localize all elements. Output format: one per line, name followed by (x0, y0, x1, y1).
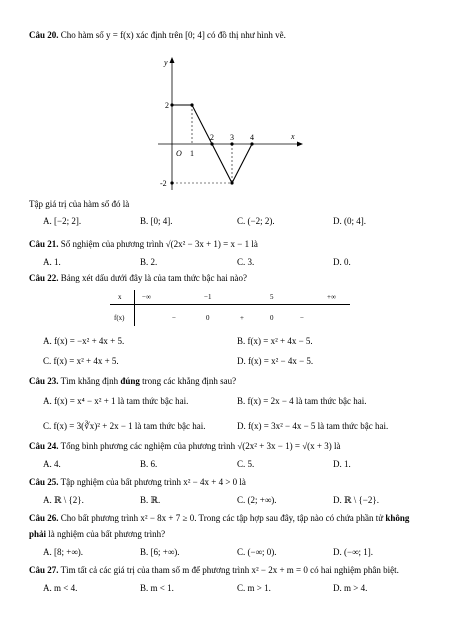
q23-option-a[interactable]: A. f(x) = x⁴ − x² + 1 là tam thức bậc hai. (43, 396, 189, 406)
table-h-line (110, 304, 350, 305)
q25-stem: Tập nghiệm của bất phương trình x² − 4x + 4 > 0 là (60, 477, 246, 487)
q26-stem-line2-bold: phải (29, 529, 47, 539)
q22-label: Câu 22. (29, 273, 59, 283)
q25-option-c[interactable]: C. (2; +∞). (237, 495, 277, 505)
q20-stem-line (29, 30, 286, 41)
table-neg-inf: −∞ (142, 293, 151, 301)
q27-option-d[interactable]: D. m > 4. (333, 583, 368, 593)
q23-option-c[interactable]: C. f(x) = 3(∛x)² + 2x − 1 là tam thức bậc hai. (43, 421, 206, 431)
q21-label: Câu 21. (29, 239, 59, 249)
table-zero-1: 0 (206, 314, 210, 322)
q23-stem-line (29, 376, 236, 387)
q22-option-b[interactable]: B. f(x) = x² + 4x − 5. (237, 336, 313, 346)
q25-option-d[interactable]: D. ℝ \ {−2}. (333, 495, 379, 505)
q27-label: Câu 27. (29, 565, 59, 575)
point-yneg2 (170, 181, 173, 184)
q26-stem-line1 (29, 513, 409, 524)
q21-option-c[interactable]: C. 3. (237, 257, 255, 267)
point-0-2 (170, 103, 173, 106)
table-x-label: x (118, 293, 122, 301)
q25-option-b[interactable]: B. ℝ. (140, 495, 161, 505)
point-2-0 (210, 142, 213, 145)
q26-option-d[interactable]: D. (−∞; 1]. (333, 547, 373, 557)
table-root2: 5 (270, 293, 274, 301)
table-pos-inf: +∞ (327, 293, 336, 301)
q27-option-b[interactable]: B. m < 1. (140, 583, 174, 593)
q24-option-b[interactable]: B. 6. (140, 459, 158, 469)
point-1-2 (190, 103, 193, 106)
q26-option-b[interactable]: B. [6; +∞). (140, 547, 180, 557)
q23-stem-bold: đúng (120, 376, 140, 386)
q21-option-a[interactable]: A. 1. (43, 257, 61, 267)
point-3-0 (230, 142, 233, 145)
x-tick-4: 4 (250, 133, 254, 142)
x-tick-1: 1 (190, 149, 194, 158)
x-axis-arrow (297, 142, 303, 147)
q20-stem: Cho hàm số y = f(x) xác định trên [0; 4] có đồ thị như hình vẽ. (60, 30, 286, 40)
q23-label: Câu 23. (29, 376, 59, 386)
q23-stem-pre: Tìm khẳng định (60, 376, 119, 386)
table-root1: −1 (204, 293, 212, 301)
q24-option-c[interactable]: C. 5. (237, 459, 255, 469)
table-zero-2: 0 (270, 314, 274, 322)
q24-stem: Tổng bình phương các nghiệm của phương trình √(2x² + 3x − 1) = √(x + 3) là (60, 441, 341, 451)
q21-option-b[interactable]: B. 2. (140, 257, 158, 267)
q24-option-a[interactable]: A. 4. (43, 459, 61, 469)
table-fx-label: f(x) (114, 314, 125, 322)
q20-graph (150, 55, 310, 195)
y-tick-neg2: -2 (160, 179, 167, 188)
q26-stem-bold: không (385, 513, 410, 523)
q26-option-a[interactable]: A. [8; +∞). (43, 547, 83, 557)
q23-option-b[interactable]: B. f(x) = 2x − 4 là tam thức bậc hai. (237, 396, 367, 406)
q20-option-a[interactable]: A. [−2; 2]. (43, 216, 82, 226)
q25-stem-line (29, 477, 246, 488)
q27-stem: Tìm tất cả các giá trị của tham số m để phương trình x² − 2x + m = 0 có hai nghiệm phân biệt. (60, 565, 399, 575)
q20-label: Câu 20. (29, 30, 59, 40)
q26-label: Câu 26. (29, 513, 59, 523)
q20-option-c[interactable]: C. (−2; 2). (237, 216, 275, 226)
x-label: x (291, 132, 295, 141)
q22-option-c[interactable]: C. f(x) = x² + 4x + 5. (43, 356, 119, 366)
q26-stem-pre: Cho bất phương trình x² − 8x + 7 ≥ 0. Trong các tập hợp sau đây, tập nào có chứa phần tử (60, 513, 384, 523)
q22-stem-line (29, 273, 247, 284)
q25-option-a[interactable]: A. ℝ \ {2}. (43, 495, 84, 505)
point-4-0 (250, 142, 253, 145)
y-axis-arrow (170, 57, 175, 63)
x-tick-2: 2 (210, 133, 214, 142)
q23-stem-post: trong các khẳng định sau? (142, 376, 237, 386)
origin-label: O (176, 149, 182, 158)
q26-option-c[interactable]: C. (−∞; 0). (237, 547, 277, 557)
q20-option-d[interactable]: D. (0; 4]. (333, 216, 366, 226)
q21-stem-line (29, 239, 258, 250)
q21-option-d[interactable]: D. 0. (333, 257, 351, 267)
q24-label: Câu 24. (29, 441, 59, 451)
table-v-line (134, 290, 135, 326)
q22-option-d[interactable]: D. f(x) = x² − 4x − 5. (237, 356, 314, 366)
y-label: y (164, 58, 168, 67)
q27-option-c[interactable]: C. m > 1. (237, 583, 271, 593)
table-sign-3: − (300, 314, 304, 322)
q25-label: Câu 25. (29, 477, 59, 487)
q20-option-b[interactable]: B. [0; 4]. (140, 216, 173, 226)
table-sign-1: − (172, 314, 176, 322)
q26-stem-line2: là nghiệm của bất phương trình? (48, 529, 166, 539)
q27-option-a[interactable]: A. m < 4. (43, 583, 78, 593)
q22-option-a[interactable]: A. f(x) = −x² + 4x + 5. (43, 336, 125, 346)
x-tick-3: 3 (230, 133, 234, 142)
q24-option-d[interactable]: D. 1. (333, 459, 351, 469)
q24-stem-line (29, 441, 340, 452)
point-3-neg2 (230, 181, 233, 184)
y-tick-2: 2 (165, 101, 169, 110)
q21-stem: Số nghiệm của phương trình √(2x² − 3x + 1) = x − 1 là (60, 239, 258, 249)
q22-stem: Bảng xét dấu dưới đây là của tam thức bậc hai nào? (60, 273, 247, 283)
q26-stem-line2 (29, 529, 165, 540)
q20-question: Tập giá trị của hàm số đó là (29, 199, 130, 209)
q23-option-d[interactable]: D. f(x) = 3x² − 4x − 5 là tam thức bậc hai. (237, 421, 389, 431)
q27-stem-line (29, 565, 399, 576)
table-sign-2: + (240, 314, 244, 322)
